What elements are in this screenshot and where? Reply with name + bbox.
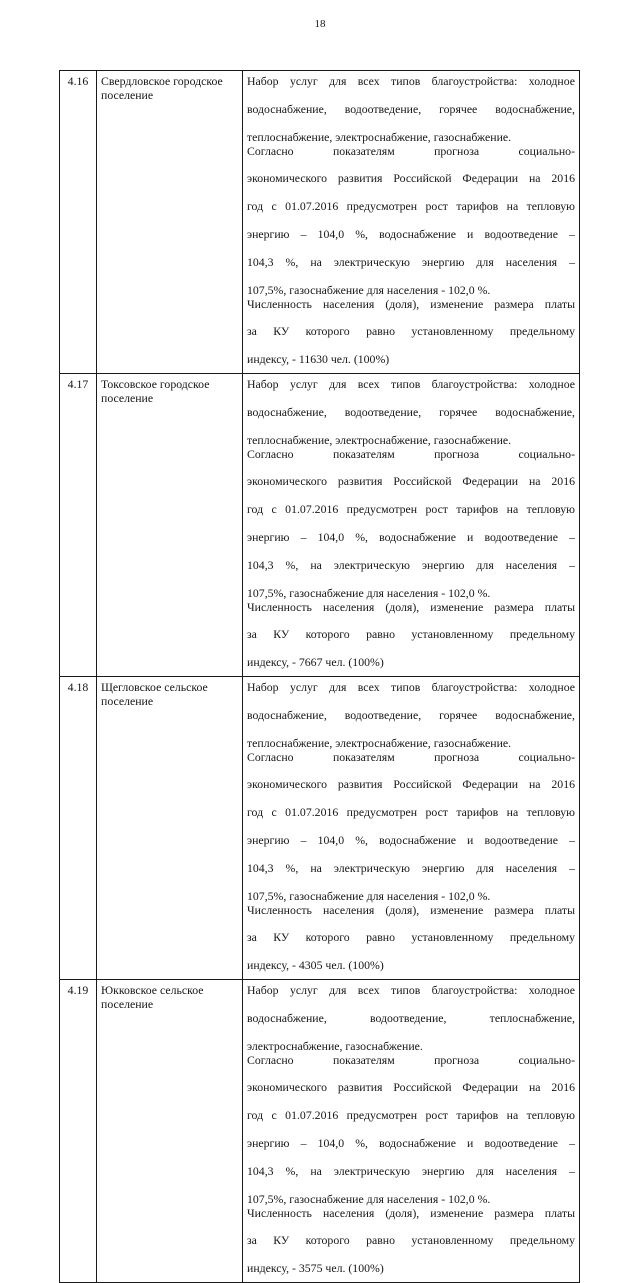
tariff-table (59, 70, 580, 1283)
description-line: экономического развития Российской Федерации на 2016 (247, 777, 575, 792)
description-line: экономического развития Российской Федерации на 2016 (247, 474, 575, 489)
description-line: водоснабжение, водоотведение, теплоснабжение, (247, 1010, 575, 1025)
table-row (60, 980, 580, 1283)
description-line: 104,3 %, на электрическую энергию для населения – (247, 254, 575, 269)
description-line: энергию – 104,0 %, водоснабжение и водоотведение – (247, 833, 575, 848)
description-line: экономического развития Российской Федерации на 2016 (247, 171, 575, 186)
description-line: Набор услуг для всех типов благоустройства: холодное (247, 74, 575, 88)
description-line: энергию – 104,0 %, водоснабжение и водоотведение – (247, 226, 575, 241)
description-line: Численность населения (доля), изменение размера платы (247, 1205, 575, 1220)
description-line: индексу, - 11630 чел. (100%) (247, 352, 390, 367)
description-line: 107,5%, газоснабжение для населения - 102,0 %. (247, 585, 491, 600)
tariff-description (243, 980, 580, 1283)
description-line: индексу, - 3575 чел. (100%) (247, 1261, 384, 1276)
description-line: экономического развития Российской Федерации на 2016 (247, 1080, 575, 1095)
description-line: теплоснабжение, электроснабжение, газоснабжение. (247, 735, 512, 750)
settlement-name: Щегловское сельское поселение (97, 677, 243, 980)
description-line: Согласно показателям прогноза социально- (247, 143, 575, 158)
description-line: теплоснабжение, электроснабжение, газоснабжение. (247, 432, 512, 447)
row-number: 4.17 (60, 374, 97, 677)
settlement-name: Юкковское сельское поселение (97, 980, 243, 1283)
description-line: за КУ которого равно установленному предельному (247, 930, 575, 945)
description-line: энергию – 104,0 %, водоснабжение и водоотведение – (247, 1136, 575, 1151)
description-line: год с 01.07.2016 предусмотрен рост тарифов на тепловую (247, 502, 575, 517)
description-line: год с 01.07.2016 предусмотрен рост тарифов на тепловую (247, 805, 575, 820)
tariff-description (243, 677, 580, 980)
description-line: год с 01.07.2016 предусмотрен рост тарифов на тепловую (247, 1108, 575, 1123)
description-line: Согласно показателям прогноза социально- (247, 446, 575, 461)
description-line: Набор услуг для всех типов благоустройства: холодное (247, 680, 575, 695)
table-row (60, 71, 580, 374)
description-line: Численность населения (доля), изменение размера платы (247, 296, 575, 311)
description-line: индексу, - 4305 чел. (100%) (247, 958, 384, 973)
description-line: Набор услуг для всех типов благоустройства: холодное (247, 377, 575, 392)
description-line: энергию – 104,0 %, водоснабжение и водоотведение – (247, 530, 575, 544)
table-row (60, 374, 580, 677)
description-line: Набор услуг для всех типов благоустройства: холодное (247, 983, 575, 998)
row-number: 4.19 (60, 980, 97, 1283)
tariff-description (243, 71, 580, 374)
table-row (60, 677, 580, 980)
description-line: 104,3 %, на электрическую энергию для населения – (247, 1163, 575, 1178)
description-line: водоснабжение, водоотведение, горячее водоснабжение, (247, 404, 575, 419)
row-number: 4.16 (60, 71, 97, 374)
description-line: Численность населения (доля), изменение размера платы (247, 902, 575, 917)
description-line: теплоснабжение, электроснабжение, газоснабжение. (247, 129, 512, 144)
description-line: индексу, - 7667 чел. (100%) (247, 655, 384, 670)
description-line: Согласно показателям прогноза социально- (247, 749, 575, 764)
description-line: за КУ которого равно установленному предельному (247, 1233, 575, 1248)
description-line: за КУ которого равно установленному предельному (247, 324, 575, 339)
description-line: электроснабжение, газоснабжение. (247, 1038, 423, 1053)
description-line: 104,3 %, на электрическую энергию для населения – (247, 557, 575, 572)
description-line: 107,5%, газоснабжение для населения - 102,0 %. (247, 888, 491, 903)
page-number: 18 (314, 18, 326, 30)
description-line: Численность населения (доля), изменение размера платы (247, 599, 575, 614)
description-line: 107,5%, газоснабжение для населения - 102,0 %. (247, 1191, 491, 1206)
tariff-description (243, 374, 580, 677)
description-line: Согласно показателям прогноза социально- (247, 1052, 575, 1067)
row-number: 4.18 (60, 677, 97, 980)
description-line: водоснабжение, водоотведение, горячее водоснабжение, (247, 101, 575, 116)
description-line: 104,3 %, на электрическую энергию для населения – (247, 860, 575, 875)
description-line: водоснабжение, водоотведение, горячее водоснабжение, (247, 707, 575, 722)
description-line: 107,5%, газоснабжение для населения - 102,0 %. (247, 282, 491, 297)
description-line: за КУ которого равно установленному предельному (247, 627, 575, 642)
description-line: год с 01.07.2016 предусмотрен рост тарифов на тепловую (247, 199, 575, 214)
settlement-name: Токсовское городское поселение (97, 374, 243, 677)
settlement-name: Свердловское городское поселение (97, 71, 243, 374)
